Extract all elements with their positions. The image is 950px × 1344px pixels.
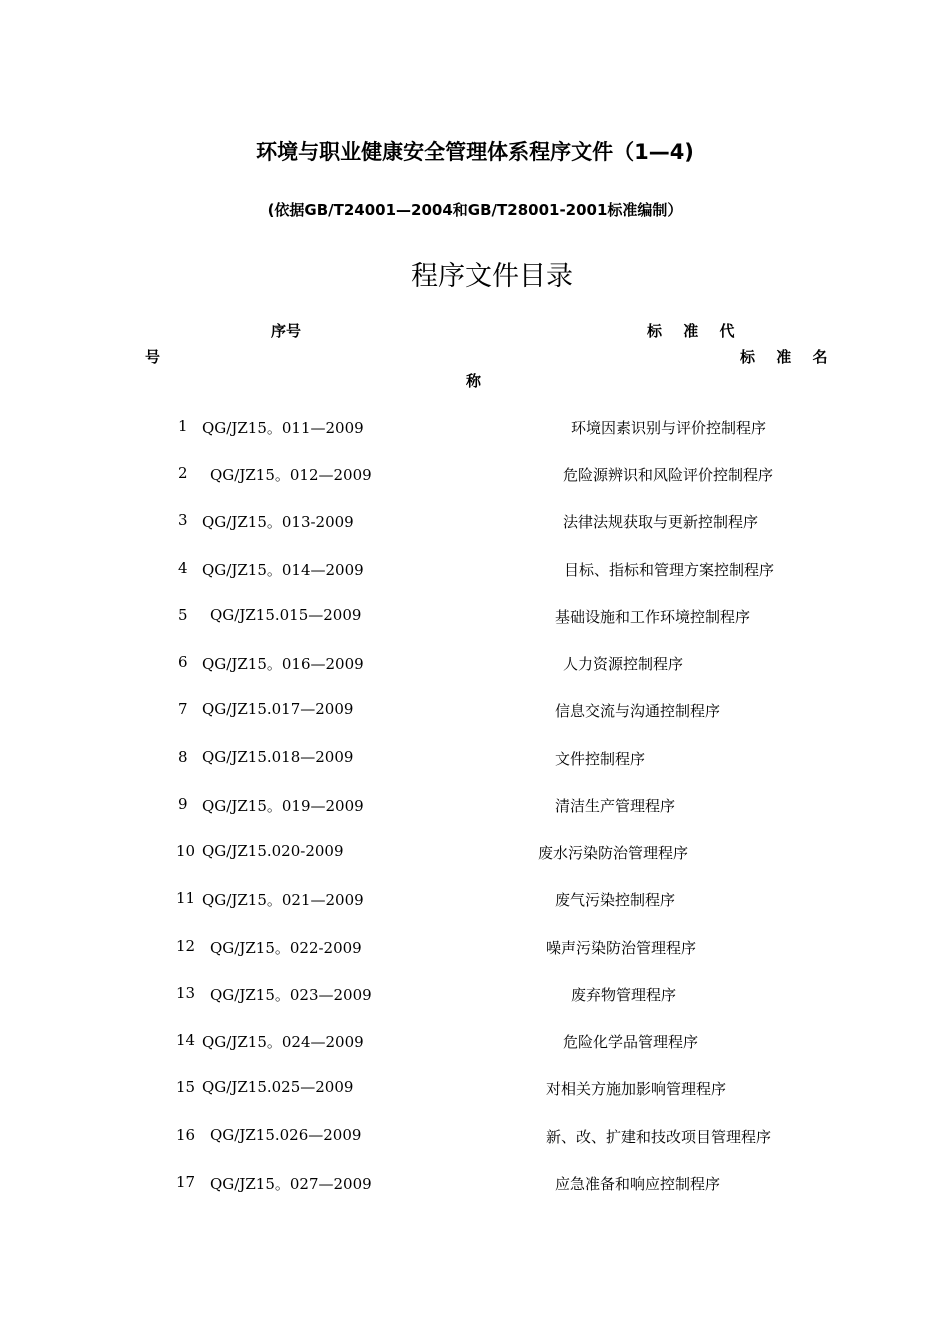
row-number: 13 [176,984,196,1002]
row-code: QG/JZ15。022-2009 [210,939,362,957]
row-code: QG/JZ15.026—2009 [210,1126,362,1144]
table-row [0,464,950,488]
section-heading: 程序文件目录 [411,261,573,292]
table-row [0,842,950,866]
row-code: QG/JZ15。027—2009 [210,1175,372,1193]
row-code: QG/JZ15.018—2009 [202,748,354,766]
row-code: QG/JZ15。016—2009 [202,655,364,673]
table-row [0,937,950,961]
row-name: 废水污染防治管理程序 [538,844,689,862]
row-code: QG/JZ15。011—2009 [202,419,364,437]
row-name: 危险化学品管理程序 [563,1033,699,1051]
table-row [0,1126,950,1150]
row-number: 12 [176,937,196,955]
row-name: 法律法规获取与更新控制程序 [563,513,759,531]
row-number: 17 [176,1173,196,1191]
row-number: 4 [178,559,188,577]
row-number: 16 [176,1126,196,1144]
header-std-code-label: 标 准 代 [647,322,743,340]
row-name: 废弃物管理程序 [571,986,677,1004]
row-code: QG/JZ15。023—2009 [210,986,372,1004]
row-name: 清洁生产管理程序 [555,797,676,815]
row-number: 11 [176,889,196,907]
table-row [0,559,950,583]
row-number: 10 [176,842,196,860]
row-code: QG/JZ15。012—2009 [210,466,372,484]
table-row [0,653,950,677]
row-name: 信息交流与沟通控制程序 [555,702,721,720]
header-std-name-label: 标 准 名 [740,348,836,366]
table-row [0,417,950,441]
row-name: 对相关方施加影响管理程序 [546,1080,727,1098]
row-number: 5 [178,606,188,624]
header-std-name-label-cont: 称 [466,372,482,390]
row-number: 2 [178,464,188,482]
row-code: QG/JZ15.015—2009 [210,606,362,624]
row-number: 7 [178,700,188,718]
table-row [0,606,950,630]
document-title: 环境与职业健康安全管理体系程序文件（1—4) [256,140,694,164]
row-name: 危险源辨识和风险评价控制程序 [563,466,774,484]
table-row [0,984,950,1008]
row-number: 14 [176,1031,196,1049]
table-row [0,511,950,535]
row-code: QG/JZ15.017—2009 [202,700,354,718]
row-name: 废气污染控制程序 [555,891,676,909]
table-row [0,748,950,772]
row-name: 基础设施和工作环境控制程序 [555,608,751,626]
document-subtitle: (依据GB/T24001—2004和GB/T28001-2001标准编制） [267,201,683,219]
row-number: 15 [176,1078,196,1096]
table-row [0,795,950,819]
table-row [0,1078,950,1102]
row-name: 环境因素识别与评价控制程序 [571,419,767,437]
table-row [0,700,950,724]
row-number: 1 [178,417,188,435]
table-row [0,1031,950,1055]
row-number: 6 [178,653,188,671]
row-code: QG/JZ15。024—2009 [202,1033,364,1051]
row-name: 噪声污染防治管理程序 [546,939,697,957]
row-name: 目标、指标和管理方案控制程序 [564,561,775,579]
row-code: QG/JZ15。019—2009 [202,797,364,815]
row-code: QG/JZ15.025—2009 [202,1078,354,1096]
row-number: 8 [178,748,188,766]
row-name: 应急准备和响应控制程序 [555,1175,721,1193]
row-name: 文件控制程序 [555,750,646,768]
row-code: QG/JZ15。014—2009 [202,561,364,579]
row-code: QG/JZ15。021—2009 [202,891,364,909]
row-number: 9 [178,795,188,813]
row-name: 新、改、扩建和技改项目管理程序 [546,1128,772,1146]
table-row [0,1173,950,1197]
row-number: 3 [178,511,188,529]
header-seq-label: 序号 [271,322,302,340]
row-name: 人力资源控制程序 [563,655,684,673]
row-code: QG/JZ15。013-2009 [202,513,354,531]
header-std-code-label-cont: 号 [145,348,161,366]
table-row [0,889,950,913]
row-code: QG/JZ15.020-2009 [202,842,344,860]
